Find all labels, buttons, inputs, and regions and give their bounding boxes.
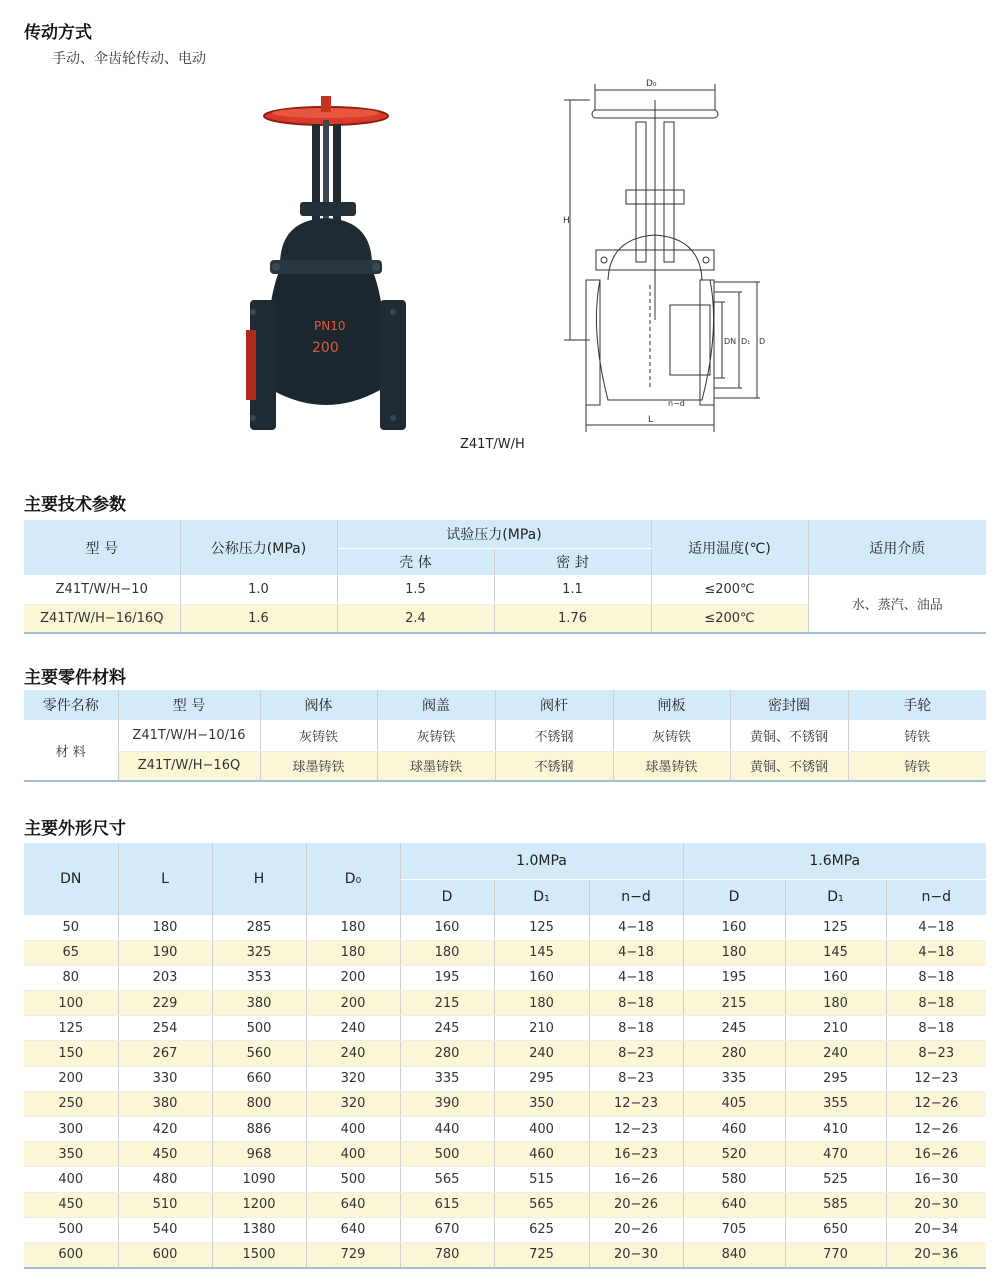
dims-cell: 500 [400, 1142, 494, 1167]
mat-cell: 球墨铸铁 [377, 751, 495, 781]
dims-row [24, 1066, 986, 1091]
dims-cell: 50 [24, 915, 118, 940]
mat-header: 阀盖 [377, 690, 495, 720]
dims-header-d1: D₁ [785, 879, 886, 915]
dims-cell: 100 [24, 991, 118, 1016]
dims-cell: 145 [785, 940, 886, 965]
dims-cell: 500 [212, 1016, 306, 1041]
dims-cell: 180 [306, 940, 400, 965]
mat-cell: Z41T/W/H−16Q [118, 751, 260, 781]
dims-cell: 670 [400, 1217, 494, 1242]
tech-cell: 1.76 [494, 604, 651, 633]
dims-cell: 400 [24, 1167, 118, 1192]
mat-cell: 铸铁 [848, 720, 986, 751]
dims-row [24, 965, 986, 990]
dims-cell: 840 [683, 1242, 785, 1267]
dims-row [24, 1242, 986, 1267]
label-h: H [563, 216, 570, 226]
tech-header-model: 型 号 [24, 520, 180, 575]
dims-cell: 725 [494, 1242, 589, 1267]
dims-cell: 20−30 [886, 1192, 986, 1217]
model-caption: Z41T/W/H [460, 437, 525, 452]
tech-medium: 水、蒸汽、油品 [808, 575, 986, 633]
dims-cell: 500 [306, 1167, 400, 1192]
dims-cell: 420 [118, 1117, 212, 1142]
dims-cell: 16−30 [886, 1167, 986, 1192]
dims-cell: 12−23 [589, 1091, 683, 1116]
dims-cell: 12−23 [886, 1066, 986, 1091]
dims-cell: 12−23 [589, 1117, 683, 1142]
dims-cell: 4−18 [886, 940, 986, 965]
dims-header-nd: n−d [589, 879, 683, 915]
dims-cell: 280 [400, 1041, 494, 1066]
dims-row [24, 1041, 986, 1066]
mat-header: 手轮 [848, 690, 986, 720]
dims-cell: 240 [306, 1041, 400, 1066]
label-dn: DN [724, 337, 737, 346]
mat-cell: 球墨铸铁 [613, 751, 730, 781]
dims-cell: 80 [24, 965, 118, 990]
dims-cell: 180 [785, 991, 886, 1016]
dims-cell: 12−26 [886, 1091, 986, 1116]
mat-cell: 不锈钢 [495, 720, 613, 751]
dims-cell: 229 [118, 991, 212, 1016]
dims-row [24, 915, 986, 940]
valve-photo [240, 90, 420, 435]
section-title-dims: 主要外形尺寸 [24, 819, 126, 839]
dims-cell: 450 [24, 1192, 118, 1217]
dims-cell: 600 [118, 1242, 212, 1267]
dims-cell: 12−26 [886, 1117, 986, 1142]
dims-cell: 215 [683, 991, 785, 1016]
dims-cell: 180 [494, 991, 589, 1016]
dims-cell: 390 [400, 1091, 494, 1116]
dims-cell: 780 [400, 1242, 494, 1267]
label-d0: D₀ [646, 79, 657, 89]
dims-cell: 350 [24, 1142, 118, 1167]
dims-header-d1: D₁ [494, 879, 589, 915]
dims-header-p2: 1.6MPa [683, 843, 986, 879]
dims-row [24, 1167, 986, 1192]
dims-cell: 240 [306, 1016, 400, 1041]
dims-cell: 400 [494, 1117, 589, 1142]
dims-cell: 295 [785, 1066, 886, 1091]
dims-cell: 250 [24, 1091, 118, 1116]
dims-cell: 325 [212, 940, 306, 965]
tech-row [24, 575, 986, 604]
dims-cell: 125 [24, 1016, 118, 1041]
dims-cell: 729 [306, 1242, 400, 1267]
photo-plate-text: PN10 [314, 319, 346, 333]
dims-cell: 210 [785, 1016, 886, 1041]
dims-cell: 20−26 [589, 1192, 683, 1217]
mat-cell: Z41T/W/H−10/16 [118, 720, 260, 751]
dims-cell: 450 [118, 1142, 212, 1167]
dims-cell: 285 [212, 915, 306, 940]
dims-cell: 335 [683, 1066, 785, 1091]
label-d1: D₁ [741, 337, 751, 346]
dims-header-p1: 1.0MPa [400, 843, 683, 879]
dims-cell: 145 [494, 940, 589, 965]
mat-header: 阀杆 [495, 690, 613, 720]
dims-cell: 267 [118, 1041, 212, 1066]
mat-cell: 黄铜、不锈钢 [730, 720, 848, 751]
dims-cell: 615 [400, 1192, 494, 1217]
tech-cell: 2.4 [337, 604, 494, 633]
dims-cell: 515 [494, 1167, 589, 1192]
dims-cell: 4−18 [589, 965, 683, 990]
mat-cell: 灰铸铁 [377, 720, 495, 751]
dims-cell: 640 [683, 1192, 785, 1217]
dims-cell: 480 [118, 1167, 212, 1192]
dims-cell: 1380 [212, 1217, 306, 1242]
dims-cell: 160 [494, 965, 589, 990]
dims-cell: 195 [400, 965, 494, 990]
tech-cell: 1.5 [337, 575, 494, 604]
tech-cell: ≤200℃ [651, 604, 808, 633]
dims-cell: 585 [785, 1192, 886, 1217]
dims-cell: 16−23 [589, 1142, 683, 1167]
dims-cell: 200 [24, 1066, 118, 1091]
dims-cell: 280 [683, 1041, 785, 1066]
dims-cell: 160 [683, 915, 785, 940]
dims-cell: 160 [400, 915, 494, 940]
label-d: D [759, 337, 766, 346]
dims-cell: 254 [118, 1016, 212, 1041]
dims-cell: 886 [212, 1117, 306, 1142]
mat-row [24, 720, 986, 751]
dims-cell: 400 [306, 1117, 400, 1142]
dims-cell: 353 [212, 965, 306, 990]
dims-cell: 20−30 [589, 1242, 683, 1267]
dims-cell: 660 [212, 1066, 306, 1091]
dims-row [24, 1091, 986, 1116]
mat-header: 型 号 [118, 690, 260, 720]
mat-cell: 铸铁 [848, 751, 986, 781]
dims-cell: 16−26 [589, 1167, 683, 1192]
dims-cell: 195 [683, 965, 785, 990]
dims-cell: 335 [400, 1066, 494, 1091]
tech-table [24, 520, 986, 634]
mat-cell: 灰铸铁 [613, 720, 730, 751]
dims-cell: 8−18 [886, 991, 986, 1016]
dims-row [24, 940, 986, 965]
dims-cell: 180 [118, 915, 212, 940]
dims-cell: 355 [785, 1091, 886, 1116]
dims-cell: 600 [24, 1242, 118, 1267]
tech-cell: Z41T/W/H−16/16Q [24, 604, 180, 633]
dims-cell: 8−23 [589, 1041, 683, 1066]
dims-cell: 160 [785, 965, 886, 990]
tech-cell: 1.6 [180, 604, 337, 633]
dims-cell: 380 [118, 1091, 212, 1116]
dims-cell: 330 [118, 1066, 212, 1091]
dims-header-d: D [400, 879, 494, 915]
dims-cell: 125 [494, 915, 589, 940]
section-title-materials: 主要零件材料 [24, 668, 126, 688]
dims-cell: 8−18 [886, 965, 986, 990]
dims-row [24, 1142, 986, 1167]
dims-cell: 300 [24, 1117, 118, 1142]
mat-header: 零件名称 [24, 690, 118, 720]
tech-header-seal: 密 封 [494, 548, 651, 575]
mat-cell: 灰铸铁 [260, 720, 377, 751]
photo-size-text: 200 [312, 340, 339, 356]
dims-cell: 540 [118, 1217, 212, 1242]
tech-header-medium: 适用介质 [808, 520, 986, 575]
tech-header-pressure: 公称压力(MPa) [180, 520, 337, 575]
tech-header-temp: 适用温度(℃) [651, 520, 808, 575]
dims-cell: 210 [494, 1016, 589, 1041]
mat-label: 材 料 [24, 720, 118, 781]
mat-header: 闸板 [613, 690, 730, 720]
dims-table [24, 843, 986, 1269]
dims-cell: 625 [494, 1217, 589, 1242]
section-title-tech: 主要技术参数 [24, 495, 126, 515]
dims-cell: 350 [494, 1091, 589, 1116]
dims-cell: 705 [683, 1217, 785, 1242]
dims-row [24, 1117, 986, 1142]
dims-cell: 460 [494, 1142, 589, 1167]
dims-cell: 8−18 [589, 1016, 683, 1041]
dims-header-nd: n−d [886, 879, 986, 915]
dims-cell: 640 [306, 1192, 400, 1217]
dims-cell: 65 [24, 940, 118, 965]
label-l: L [648, 415, 654, 425]
dims-cell: 4−18 [589, 940, 683, 965]
dims-cell: 580 [683, 1167, 785, 1192]
mat-cell: 黄铜、不锈钢 [730, 751, 848, 781]
dims-cell: 1090 [212, 1167, 306, 1192]
dims-cell: 245 [683, 1016, 785, 1041]
dims-cell: 8−23 [589, 1066, 683, 1091]
dims-cell: 4−18 [886, 915, 986, 940]
dims-row [24, 1016, 986, 1041]
dims-cell: 200 [306, 991, 400, 1016]
dims-row [24, 1192, 986, 1217]
dims-cell: 565 [400, 1167, 494, 1192]
dims-cell: 4−18 [589, 915, 683, 940]
dims-cell: 440 [400, 1117, 494, 1142]
dims-cell: 8−18 [589, 991, 683, 1016]
tech-header-shell: 壳 体 [337, 548, 494, 575]
dims-cell: 1500 [212, 1242, 306, 1267]
dims-cell: 240 [494, 1041, 589, 1066]
dims-cell: 320 [306, 1091, 400, 1116]
dims-cell: 245 [400, 1016, 494, 1041]
dims-cell: 500 [24, 1217, 118, 1242]
dims-cell: 640 [306, 1217, 400, 1242]
dims-cell: 560 [212, 1041, 306, 1066]
mat-header: 阀体 [260, 690, 377, 720]
dims-cell: 180 [683, 940, 785, 965]
tech-cell: Z41T/W/H−10 [24, 575, 180, 604]
tech-cell: 1.1 [494, 575, 651, 604]
mat-cell: 不锈钢 [495, 751, 613, 781]
dims-cell: 295 [494, 1066, 589, 1091]
dims-cell: 320 [306, 1066, 400, 1091]
dims-cell: 180 [306, 915, 400, 940]
dims-cell: 200 [306, 965, 400, 990]
dims-cell: 968 [212, 1142, 306, 1167]
dims-cell: 800 [212, 1091, 306, 1116]
mat-row [24, 751, 986, 781]
materials-table [24, 690, 986, 782]
dims-cell: 525 [785, 1167, 886, 1192]
dims-cell: 470 [785, 1142, 886, 1167]
tech-cell: 1.0 [180, 575, 337, 604]
dims-cell: 770 [785, 1242, 886, 1267]
dims-header-d: D [683, 879, 785, 915]
drive-methods: 手动、伞齿轮传动、电动 [52, 51, 206, 67]
dims-header-dn: DN [24, 843, 118, 915]
dims-cell: 16−26 [886, 1142, 986, 1167]
section-title-drive: 传动方式 [24, 23, 92, 43]
dims-cell: 410 [785, 1117, 886, 1142]
dims-cell: 510 [118, 1192, 212, 1217]
dims-row [24, 991, 986, 1016]
dims-header-l: L [118, 843, 212, 915]
valve-drawing [550, 70, 790, 440]
dims-cell: 405 [683, 1091, 785, 1116]
dims-cell: 20−36 [886, 1242, 986, 1267]
dims-cell: 240 [785, 1041, 886, 1066]
dims-header-h: H [212, 843, 306, 915]
dims-cell: 1200 [212, 1192, 306, 1217]
tech-cell: ≤200℃ [651, 575, 808, 604]
dims-cell: 380 [212, 991, 306, 1016]
mat-cell: 球墨铸铁 [260, 751, 377, 781]
dims-cell: 650 [785, 1217, 886, 1242]
dims-cell: 460 [683, 1117, 785, 1142]
tech-header-test: 试验压力(MPa) [337, 520, 651, 548]
dims-cell: 8−23 [886, 1041, 986, 1066]
dims-cell: 180 [400, 940, 494, 965]
dims-cell: 203 [118, 965, 212, 990]
mat-header: 密封圈 [730, 690, 848, 720]
label-nd: n−d [668, 399, 685, 408]
dims-cell: 8−18 [886, 1016, 986, 1041]
dims-cell: 20−34 [886, 1217, 986, 1242]
dims-cell: 150 [24, 1041, 118, 1066]
dims-cell: 190 [118, 940, 212, 965]
dims-row [24, 1217, 986, 1242]
dims-cell: 565 [494, 1192, 589, 1217]
dims-cell: 520 [683, 1142, 785, 1167]
dims-cell: 20−26 [589, 1217, 683, 1242]
dims-cell: 400 [306, 1142, 400, 1167]
dims-cell: 125 [785, 915, 886, 940]
dims-header-d0: D₀ [306, 843, 400, 915]
dims-cell: 215 [400, 991, 494, 1016]
